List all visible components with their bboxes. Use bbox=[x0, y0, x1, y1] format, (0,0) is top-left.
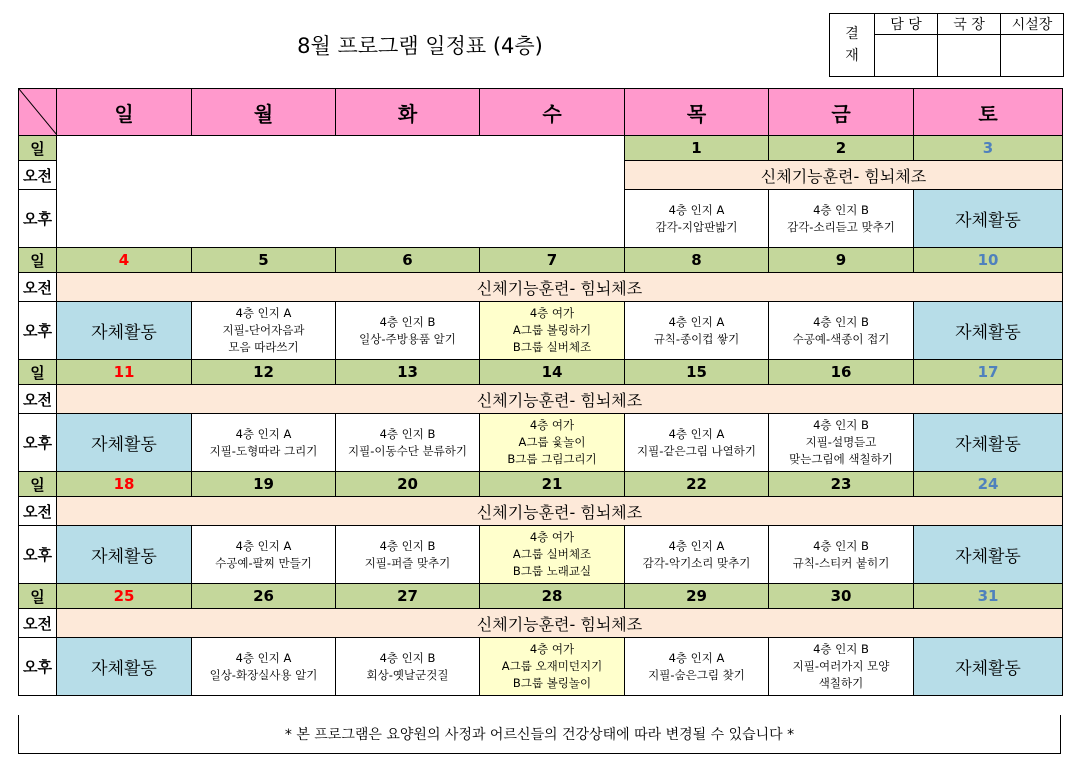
date-cell: 8 bbox=[625, 248, 769, 273]
corner-cell bbox=[19, 89, 57, 136]
week-date-row bbox=[19, 248, 1063, 273]
schedule-table bbox=[18, 88, 1063, 696]
header-sat: 토 bbox=[914, 89, 1063, 136]
pm-program-text: 4층 인지 B 지필-여러가지 모양 색칠하기 bbox=[792, 642, 890, 690]
pm-program bbox=[625, 302, 769, 360]
date-cell: 12 bbox=[192, 360, 336, 385]
date-cell: 5 bbox=[192, 248, 336, 273]
row-label-date: 일 bbox=[19, 248, 57, 273]
header-thu: 목 bbox=[625, 89, 769, 136]
date-cell: 2 bbox=[769, 136, 914, 161]
date-cell: 25 bbox=[57, 584, 192, 609]
pm-self-activity: 자체활동 bbox=[914, 526, 1063, 584]
row-label-date: 일 bbox=[19, 360, 57, 385]
pm-program-text: 4층 여가 A그룹 오재미던지기 B그룹 볼링놀이 bbox=[501, 642, 603, 690]
header-mon: 월 bbox=[192, 89, 336, 136]
am-program: 신체기능훈련- 힘뇌체조 bbox=[57, 609, 1063, 638]
approval-label: 결 재 bbox=[830, 14, 875, 77]
date-cell: 23 bbox=[769, 472, 914, 497]
header-wed: 수 bbox=[480, 89, 625, 136]
row-label-am: 오전 bbox=[19, 497, 57, 526]
pm-program bbox=[625, 526, 769, 584]
pm-self-activity: 자체활동 bbox=[914, 414, 1063, 472]
date-cell: 21 bbox=[480, 472, 625, 497]
date-cell: 6 bbox=[336, 248, 480, 273]
week-date-row bbox=[19, 360, 1063, 385]
week-date-row bbox=[19, 472, 1063, 497]
row-label-pm: 오후 bbox=[19, 638, 57, 696]
date-cell: 11 bbox=[57, 360, 192, 385]
pm-program bbox=[336, 302, 480, 360]
pm-self-activity: 자체활동 bbox=[57, 414, 192, 472]
pm-program bbox=[625, 414, 769, 472]
week-am-row bbox=[19, 497, 1063, 526]
approval-sign-director bbox=[938, 35, 1001, 77]
pm-program bbox=[192, 414, 336, 472]
approval-sign-head bbox=[1001, 35, 1064, 77]
pm-program-text: 4층 인지 A 지필-단어자음과 모음 따라쓰기 bbox=[222, 306, 305, 354]
pm-program bbox=[625, 638, 769, 696]
row-label-pm: 오후 bbox=[19, 302, 57, 360]
date-cell: 10 bbox=[914, 248, 1063, 273]
header-tue: 화 bbox=[336, 89, 480, 136]
row-label-am: 오전 bbox=[19, 385, 57, 414]
date-cell: 7 bbox=[480, 248, 625, 273]
row-label-am: 오전 bbox=[19, 161, 57, 190]
date-cell: 27 bbox=[336, 584, 480, 609]
week-pm-row bbox=[19, 414, 1063, 472]
pm-program-text: 4층 인지 A 지필-도형따라 그리기 bbox=[209, 426, 318, 458]
pm-leisure-program bbox=[480, 526, 625, 584]
approval-sign-staff bbox=[875, 35, 938, 77]
pm-program bbox=[192, 638, 336, 696]
pm-program: 4층 인지 B 감각-소리듣고 맞추기 bbox=[769, 190, 914, 248]
pm-program: 4층 인지 A 감각-지압판밟기 bbox=[625, 190, 769, 248]
date-cell: 18 bbox=[57, 472, 192, 497]
pm-program-text: 4층 여가 A그룹 윷놀이 B그룹 그림그리기 bbox=[507, 418, 597, 466]
footer-text: * 본 프로그램은 요양원의 사정과 어르신들의 건강상태에 따라 변경될 수 있습니다 * bbox=[284, 727, 795, 743]
pm-program-text: 4층 인지 A 감각-악기소리 맞추기 bbox=[642, 538, 751, 570]
pm-program bbox=[192, 526, 336, 584]
diagonal-line bbox=[19, 89, 57, 135]
row-label-date: 일 bbox=[19, 136, 57, 161]
pm-leisure-program bbox=[480, 414, 625, 472]
pm-program bbox=[336, 414, 480, 472]
date-cell: 29 bbox=[625, 584, 769, 609]
date-cell: 16 bbox=[769, 360, 914, 385]
week-am-row bbox=[19, 609, 1063, 638]
week-pm-row bbox=[19, 526, 1063, 584]
pm-program-text: 4층 인지 B 지필-설명듣고 맞는그림에 색칠하기 bbox=[789, 418, 893, 466]
am-program: 신체기능훈련- 힘뇌체조 bbox=[625, 161, 1063, 190]
footer-note bbox=[18, 715, 1061, 754]
week1-date-row bbox=[19, 136, 1063, 161]
am-program: 신체기능훈련- 힘뇌체조 bbox=[57, 385, 1063, 414]
pm-self-activity: 자체활동 bbox=[914, 638, 1063, 696]
date-cell: 28 bbox=[480, 584, 625, 609]
pm-program-text: 4층 인지 B 규칙-스티커 붙히기 bbox=[792, 538, 890, 570]
pm-program bbox=[192, 302, 336, 360]
date-cell: 3 bbox=[914, 136, 1063, 161]
week-am-row bbox=[19, 273, 1063, 302]
pm-program-text: 4층 인지 A 지필-같은그림 나열하기 bbox=[637, 426, 756, 458]
pm-program-text: 4층 인지 B 지필-퍼즐 맞추기 bbox=[364, 538, 451, 570]
pm-program-text: 4층 인지 B 지필-이동수단 분류하기 bbox=[348, 426, 467, 458]
row-label-pm: 오후 bbox=[19, 414, 57, 472]
pm-self-activity: 자체활동 bbox=[57, 526, 192, 584]
header-sun: 일 bbox=[57, 89, 192, 136]
pm-program-text: 4층 인지 A 지필-숨은그림 찾기 bbox=[648, 650, 745, 682]
week-date-row bbox=[19, 584, 1063, 609]
date-cell: 1 bbox=[625, 136, 769, 161]
pm-leisure-program bbox=[480, 638, 625, 696]
date-cell: 17 bbox=[914, 360, 1063, 385]
am-program: 신체기능훈련- 힘뇌체조 bbox=[57, 497, 1063, 526]
row-label-am: 오전 bbox=[19, 609, 57, 638]
approval-role-staff: 담 당 bbox=[875, 14, 938, 35]
row-label-pm: 오후 bbox=[19, 526, 57, 584]
date-cell: 30 bbox=[769, 584, 914, 609]
pm-program bbox=[769, 414, 914, 472]
pm-self-activity: 자체활동 bbox=[57, 302, 192, 360]
pm-program-text: 4층 여가 A그룹 실버체조 B그룹 노래교실 bbox=[512, 530, 592, 578]
pm-program-text: 4층 인지 B 수공예-색종이 접기 bbox=[792, 314, 890, 346]
date-cell: 19 bbox=[192, 472, 336, 497]
row-label-date: 일 bbox=[19, 584, 57, 609]
pm-program bbox=[336, 526, 480, 584]
date-cell: 22 bbox=[625, 472, 769, 497]
pm-self-activity: 자체활동 bbox=[914, 302, 1063, 360]
approval-box bbox=[829, 13, 1064, 77]
pm-program bbox=[769, 302, 914, 360]
pm-program bbox=[769, 526, 914, 584]
date-cell: 13 bbox=[336, 360, 480, 385]
am-program: 신체기능훈련- 힘뇌체조 bbox=[57, 273, 1063, 302]
approval-role-director: 국 장 bbox=[938, 14, 1001, 35]
date-cell: 15 bbox=[625, 360, 769, 385]
week-pm-row bbox=[19, 302, 1063, 360]
row-label-am: 오전 bbox=[19, 273, 57, 302]
row-label-date: 일 bbox=[19, 472, 57, 497]
date-cell: 4 bbox=[57, 248, 192, 273]
pm-program-text: 4층 인지 B 일상-주방용품 알기 bbox=[359, 314, 456, 346]
date-cell: 24 bbox=[914, 472, 1063, 497]
pm-leisure-program bbox=[480, 302, 625, 360]
date-cell: 20 bbox=[336, 472, 480, 497]
pm-program-text: 4층 인지 A 규칙-종이컵 쌓기 bbox=[653, 314, 740, 346]
header-row bbox=[19, 89, 1063, 136]
pm-program bbox=[336, 638, 480, 696]
approval-role-head: 시설장 bbox=[1001, 14, 1064, 35]
page-title: 8월 프로그램 일정표 (4층) bbox=[297, 34, 543, 58]
pm-self-activity: 자체활동 bbox=[914, 190, 1063, 248]
row-label-pm: 오후 bbox=[19, 190, 57, 248]
pm-program-text: 4층 인지 B 회상-옛날군것질 bbox=[366, 650, 449, 682]
date-cell: 14 bbox=[480, 360, 625, 385]
pm-program-text: 4층 인지 A 일상-화장실사용 알기 bbox=[209, 650, 318, 682]
week-pm-row bbox=[19, 638, 1063, 696]
pm-self-activity: 자체활동 bbox=[57, 638, 192, 696]
pm-program bbox=[769, 638, 914, 696]
pm-program-text: 4층 여가 A그룹 볼링하기 B그룹 실버체조 bbox=[512, 306, 592, 354]
empty-days bbox=[57, 136, 625, 248]
week-am-row bbox=[19, 385, 1063, 414]
header-fri: 금 bbox=[769, 89, 914, 136]
date-cell: 26 bbox=[192, 584, 336, 609]
date-cell: 9 bbox=[769, 248, 914, 273]
date-cell: 31 bbox=[914, 584, 1063, 609]
pm-program-text: 4층 인지 A 수공예-팔찌 만들기 bbox=[215, 538, 312, 570]
